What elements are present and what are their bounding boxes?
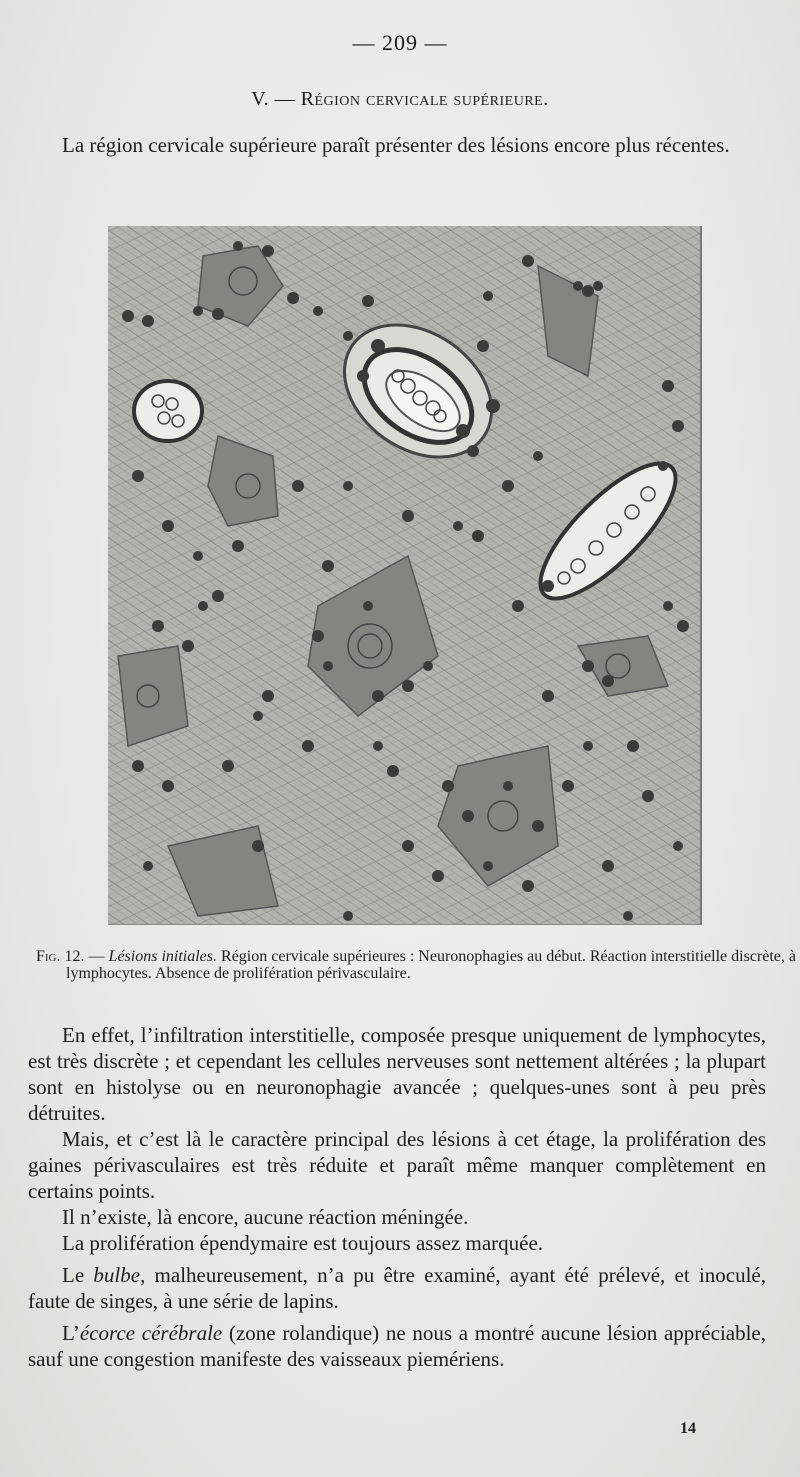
- section-heading: Région cervicale supérieure.: [300, 88, 549, 110]
- paragraph-3: Il n’existe, là encore, aucune réaction méningée.: [62, 1205, 469, 1229]
- paragraph-5-rest: , malheureusement, n’a pu être examiné, ayant été prélevé, et inoculé, faute de singes, à une série de lapins.: [28, 1263, 766, 1313]
- paragraph-5-emphasis: bulbe: [93, 1263, 141, 1287]
- paragraph-5-lead: Le: [62, 1263, 94, 1287]
- section-title: [0, 88, 800, 111]
- figure-label: Fig. 12. —: [36, 948, 105, 965]
- paragraph-1: En effet, l’infiltration interstitielle, composée presque uniquement de lymphocytes, est très discrète ; et cependant les cellules nerveuses sont nettement altérées ; la plupart sont en histolyse ou en neuronophagie avancée ; quelques-unes sont à peu près détruites.: [28, 1023, 766, 1125]
- histology-figure: [108, 226, 702, 925]
- signature-mark: 14: [680, 1420, 696, 1437]
- left-vessel: [134, 381, 202, 441]
- paragraph-6: [28, 1320, 766, 1372]
- histology-illustration: [108, 226, 700, 924]
- paragraph-5: [28, 1262, 766, 1314]
- intro-paragraph: La région cervicale supérieure paraît présenter des lésions encore plus récentes.: [62, 133, 730, 157]
- section-number: V. —: [251, 88, 296, 110]
- paragraph-6-emphasis: écorce cérébrale: [79, 1321, 223, 1345]
- paragraph-4: La prolifération épendymaire est toujours assez marquée.: [62, 1231, 544, 1255]
- page-number: — 209 —: [352, 30, 448, 55]
- paragraph-2: Mais, et c’est là le caractère principal des lésions à cet étage, la prolifération des gaines périvasculaires est très réduite et paraît même manquer complètement en certains points.: [28, 1127, 766, 1203]
- figure-caption: [36, 948, 796, 982]
- paragraph-6-rest: (zone rolandique) ne nous a montré aucune lésion appréciable, sauf une congestion manifeste des vaisseaux piemériens.: [28, 1321, 767, 1371]
- figure-caption-text: Région cervicale supérieures : Neuronophagies au début. Réaction interstitielle discrète, à lymphocytes. Absence de prolifération périvasculaire.: [66, 948, 797, 982]
- paragraph-6-lead: L’: [62, 1321, 80, 1345]
- body-text: [28, 1022, 766, 1372]
- figure-title: Lésions initiales.: [108, 948, 218, 965]
